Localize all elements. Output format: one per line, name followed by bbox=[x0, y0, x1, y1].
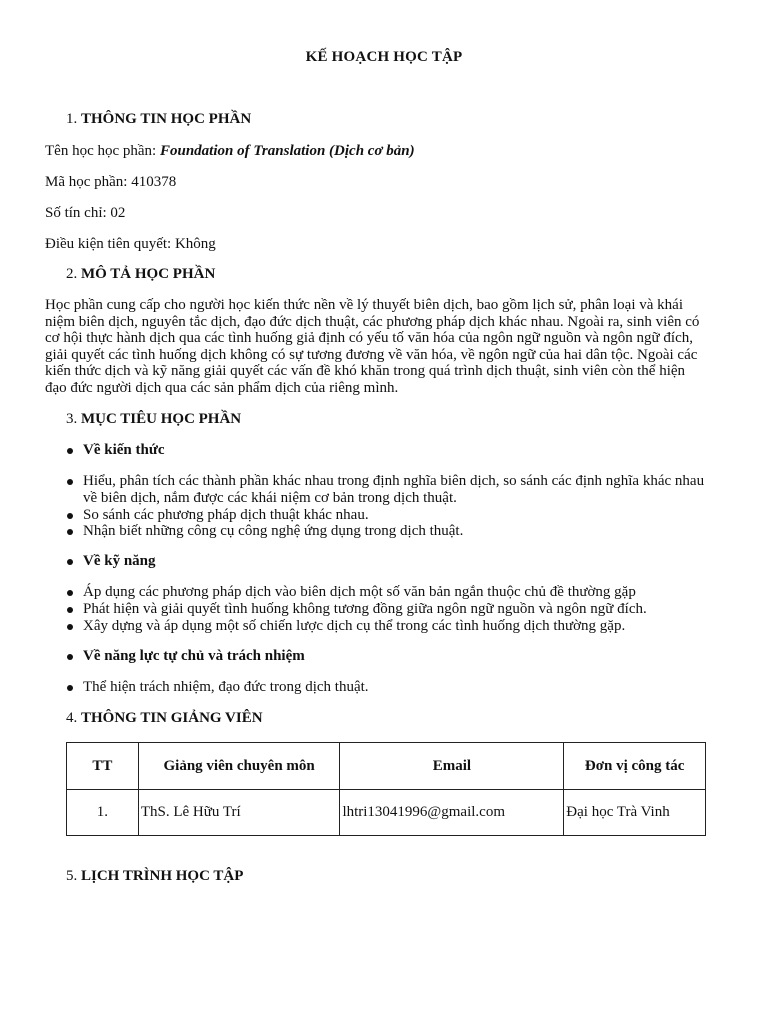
course-name-label: Tên học học phần: bbox=[45, 143, 160, 159]
table-cell: ThS. Lê Hữu Trí bbox=[138, 790, 340, 836]
list-item bbox=[64, 523, 754, 540]
description-line: kiến thức dịch và kỹ năng giải quyết các vấn đề khó khăn trong quá trình dịch thuật, sinh viên còn thể hiện bbox=[45, 363, 686, 380]
list-item-text: về biên dịch, nắm được các khái niệm cơ bản trong dịch thuật. bbox=[83, 489, 457, 506]
course-name-line bbox=[45, 143, 415, 160]
table-header-row bbox=[67, 743, 706, 790]
section-title: LỊCH TRÌNH HỌC TẬP bbox=[81, 868, 244, 884]
section-number: 1. bbox=[66, 111, 78, 127]
list-item bbox=[64, 507, 754, 524]
course-name-value: Foundation of Translation (Dịch cơ bản) bbox=[159, 143, 415, 159]
section-title: MỤC TIÊU HỌC PHẦN bbox=[81, 411, 242, 427]
section-number: 3. bbox=[66, 411, 78, 427]
description-line: đạo đức người dịch qua các sản phẩm dịch của riêng mình. bbox=[45, 379, 399, 396]
bullet-icon bbox=[67, 607, 73, 613]
skills-list bbox=[64, 584, 754, 634]
bullet-icon bbox=[67, 513, 73, 519]
section-3-heading bbox=[66, 411, 241, 428]
autonomy-heading: Về năng lực tự chủ và trách nhiệm bbox=[83, 648, 305, 664]
table-row bbox=[67, 790, 706, 836]
section-number: 4. bbox=[66, 710, 78, 726]
section-1-heading bbox=[66, 111, 251, 128]
description-line: niệm biên dịch, nguyên tắc dịch, đạo đức dịch thuật, các phương pháp dịch khác nhau. Ngoài ra, sinh viên có bbox=[45, 313, 700, 330]
description-line: cơ hội thực hành dịch qua các tình huống giả định có yếu tố văn hóa của ngôn ngữ nguồn và ngôn ngữ đích, bbox=[45, 330, 694, 347]
description-line: giải quyết các tình huống dịch không có sự tương đương về văn hóa, về ngôn ngữ của hai dân tộc. Ngoài các bbox=[45, 346, 698, 363]
bullet-icon bbox=[67, 448, 73, 454]
list-item bbox=[64, 584, 754, 601]
table-header-cell: Đơn vị công tác bbox=[564, 743, 706, 790]
bullet-icon bbox=[67, 654, 73, 660]
list-item-text: Hiểu, phân tích các thành phần khác nhau trong định nghĩa biên dịch, so sánh các định nghĩa khác nhau bbox=[83, 473, 705, 489]
description-line: Học phần cung cấp cho người học kiến thức nền về lý thuyết biên dịch, bao gồm lịch sử, phân loại và khái bbox=[45, 297, 683, 313]
list-item-text: Áp dụng các phương pháp dịch vào biên dịch một số văn bản ngắn thuộc chủ đề thường gặp bbox=[83, 584, 636, 600]
course-code-line: Mã học phần: 410378 bbox=[45, 174, 177, 190]
autonomy-list bbox=[64, 679, 754, 696]
list-item bbox=[64, 553, 754, 570]
prerequisite-line: Điều kiện tiên quyết: Không bbox=[45, 236, 216, 252]
list-item bbox=[64, 618, 754, 635]
list-item bbox=[64, 473, 754, 507]
list-item-text: Xây dựng và áp dụng một số chiến lược dịch cụ thể trong các tình huống dịch thường gặp. bbox=[83, 617, 626, 634]
list-item bbox=[64, 648, 754, 665]
section-title: THÔNG TIN HỌC PHẦN bbox=[81, 111, 252, 127]
course-description bbox=[45, 297, 735, 397]
credits-line: Số tín chỉ: 02 bbox=[45, 205, 126, 221]
section-title: MÔ TẢ HỌC PHẦN bbox=[81, 266, 216, 282]
table-cell: 1. bbox=[67, 790, 139, 836]
list-item-text: Thể hiện trách nhiệm, đạo đức trong dịch thuật. bbox=[83, 679, 369, 695]
knowledge-heading: Về kiến thức bbox=[83, 442, 165, 458]
list-item bbox=[64, 679, 754, 696]
table-cell: Đại học Trà Vinh bbox=[564, 790, 706, 836]
autonomy-heading-list bbox=[64, 648, 754, 665]
bullet-icon bbox=[67, 590, 73, 596]
lecturer-table bbox=[66, 742, 706, 836]
bullet-icon bbox=[67, 685, 73, 691]
bullet-icon bbox=[67, 529, 73, 535]
list-item-text: So sánh các phương pháp dịch thuật khác nhau. bbox=[83, 506, 369, 523]
table-header-cell: Email bbox=[340, 743, 564, 790]
section-title: THÔNG TIN GIẢNG VIÊN bbox=[81, 710, 263, 726]
section-2-heading bbox=[66, 266, 215, 283]
knowledge-heading-list bbox=[64, 442, 754, 459]
skills-heading: Về kỹ năng bbox=[83, 553, 156, 569]
table-cell: lhtri13041996@gmail.com bbox=[340, 790, 564, 836]
bullet-icon bbox=[67, 559, 73, 565]
list-item bbox=[64, 442, 754, 459]
section-number: 5. bbox=[66, 868, 78, 884]
section-5-heading bbox=[66, 868, 243, 885]
knowledge-list bbox=[64, 473, 754, 540]
section-number: 2. bbox=[66, 266, 78, 282]
list-item bbox=[64, 601, 754, 618]
list-item-text: Phát hiện và giải quyết tình huống không tương đồng giữa ngôn ngữ nguồn và ngôn ngữ đích. bbox=[83, 600, 647, 617]
bullet-icon bbox=[67, 479, 73, 485]
table-header-cell: Giảng viên chuyên môn bbox=[138, 743, 340, 790]
bullet-icon bbox=[67, 624, 73, 630]
list-item-text: Nhận biết những công cụ công nghệ ứng dụng trong dịch thuật. bbox=[83, 523, 464, 540]
table-header-cell: TT bbox=[67, 743, 139, 790]
skills-heading-list bbox=[64, 553, 754, 570]
document-title: KẾ HOẠCH HỌC TẬP bbox=[305, 49, 463, 65]
section-4-heading bbox=[66, 710, 263, 727]
